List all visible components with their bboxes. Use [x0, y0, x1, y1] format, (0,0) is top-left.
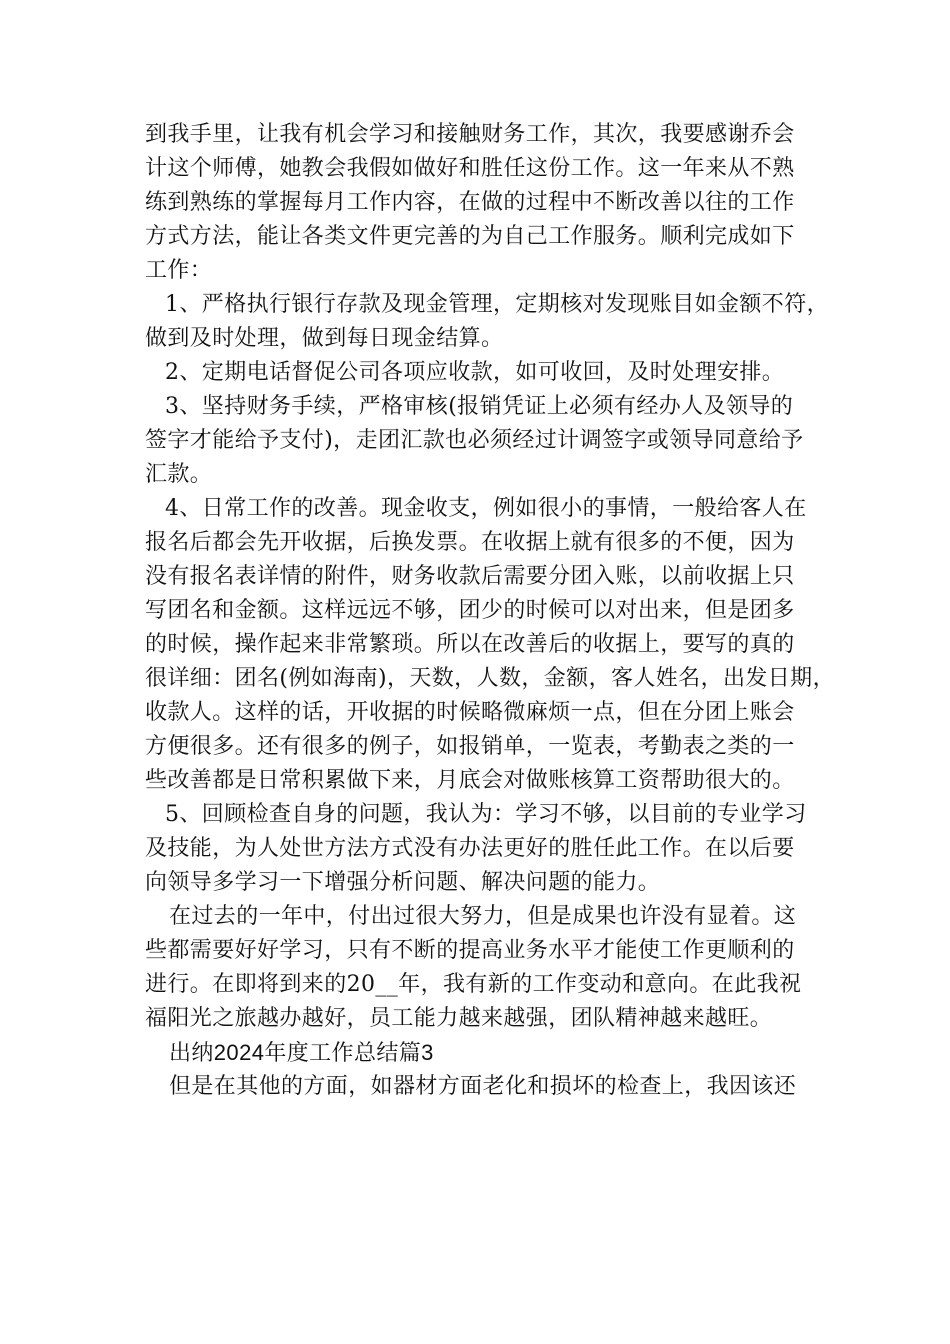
closing-paragraph-line: 在过去的一年中，付出过很大努力，但是成果也许没有显着。这 [169, 904, 797, 929]
list-item-1-line: 做到及时处理，做到每日现金结算。 [145, 326, 504, 351]
list-item-5-line: 5、回顾检查自身的问题，我认为：学习不够，以目前的专业学习 [165, 802, 807, 827]
paragraph-line: 方式方法，能让各类文件更完善的为自己工作服务。顺利完成如下 [145, 224, 795, 249]
closing-paragraph-line: 些都需要好好学习，只有不断的提高业务水平才能使工作更顺利的 [145, 938, 795, 963]
closing-paragraph-line: 福阳光之旅越办越好，员工能力越来越强，团队精神越来越旺。 [145, 1006, 773, 1031]
list-item-5-line: 向领导多学习一下增强分析问题、解决问题的能力。 [145, 870, 661, 895]
list-item-4-line: 报名后都会先开收据，后换发票。在收据上就有很多的不便，因为 [145, 530, 795, 555]
list-item-3-line: 签字才能给予支付)，走团汇款也必须经过计调签字或领导同意给予 [145, 428, 804, 453]
list-item-4-line: 写团名和金额。这样远远不够，团少的时候可以对出来，但是团多 [145, 598, 795, 623]
paragraph-line: 练到熟练的掌握每月工作内容，在做的过程中不断改善以往的工作 [145, 190, 795, 215]
paragraph-line: 计这个师傅，她教会我假如做好和胜任这份工作。这一年来从不熟 [145, 156, 795, 181]
list-item-4-line: 些改善都是日常积累做下来，月底会对做账核算工资帮助很大的。 [145, 768, 795, 793]
list-item-4-line: 很详细：团名(例如海南)，天数，人数，金额，客人姓名，出发日期， [145, 666, 835, 691]
document-body [145, 118, 835, 1104]
list-item-3-line: 3、坚持财务手续，严格审核(报销凭证上必须有经办人及领导的 [165, 394, 794, 419]
list-item-4-line: 没有报名表详情的附件，财务收款后需要分团入账，以前收据上只 [145, 564, 795, 589]
list-item-5-line: 及技能，为人处世方法方式没有办法更好的胜任此工作。在以后要 [145, 836, 795, 861]
list-item-2-line: 2、定期电话督促公司各项应收款，如可收回，及时处理安排。 [165, 360, 785, 385]
list-item-4-line: 收款人。这样的话，开收据的时候略微麻烦一点，但在分团上账会 [145, 700, 795, 725]
paragraph-line: 但是在其他的方面，如器材方面老化和损坏的检查上，我因该还 [169, 1074, 797, 1099]
list-item-4-line: 4、日常工作的改善。现金收支，例如很小的事情，一般给客人在 [165, 496, 807, 521]
paragraph-line: 到我手里，让我有机会学习和接触财务工作，其次，我要感谢乔会 [145, 122, 795, 147]
list-item-3-line: 汇款。 [145, 462, 213, 487]
closing-paragraph-line: 进行。在即将到来的20__年，我有新的工作变动和意向。在此我祝 [145, 972, 802, 997]
list-item-4-line: 的时候，操作起来非常繁琐。所以在改善后的收据上，要写的真的 [145, 632, 795, 657]
paragraph-line: 工作： [145, 258, 213, 283]
list-item-4-line: 方便很多。还有很多的例子，如报销单，一览表，考勤表之类的一 [145, 734, 795, 759]
list-item-1-line: 1、严格执行银行存款及现金管理，定期核对发现账目如金额不符， [165, 292, 829, 317]
section-heading: 出纳2024年度工作总结篇3 [169, 1040, 434, 1065]
